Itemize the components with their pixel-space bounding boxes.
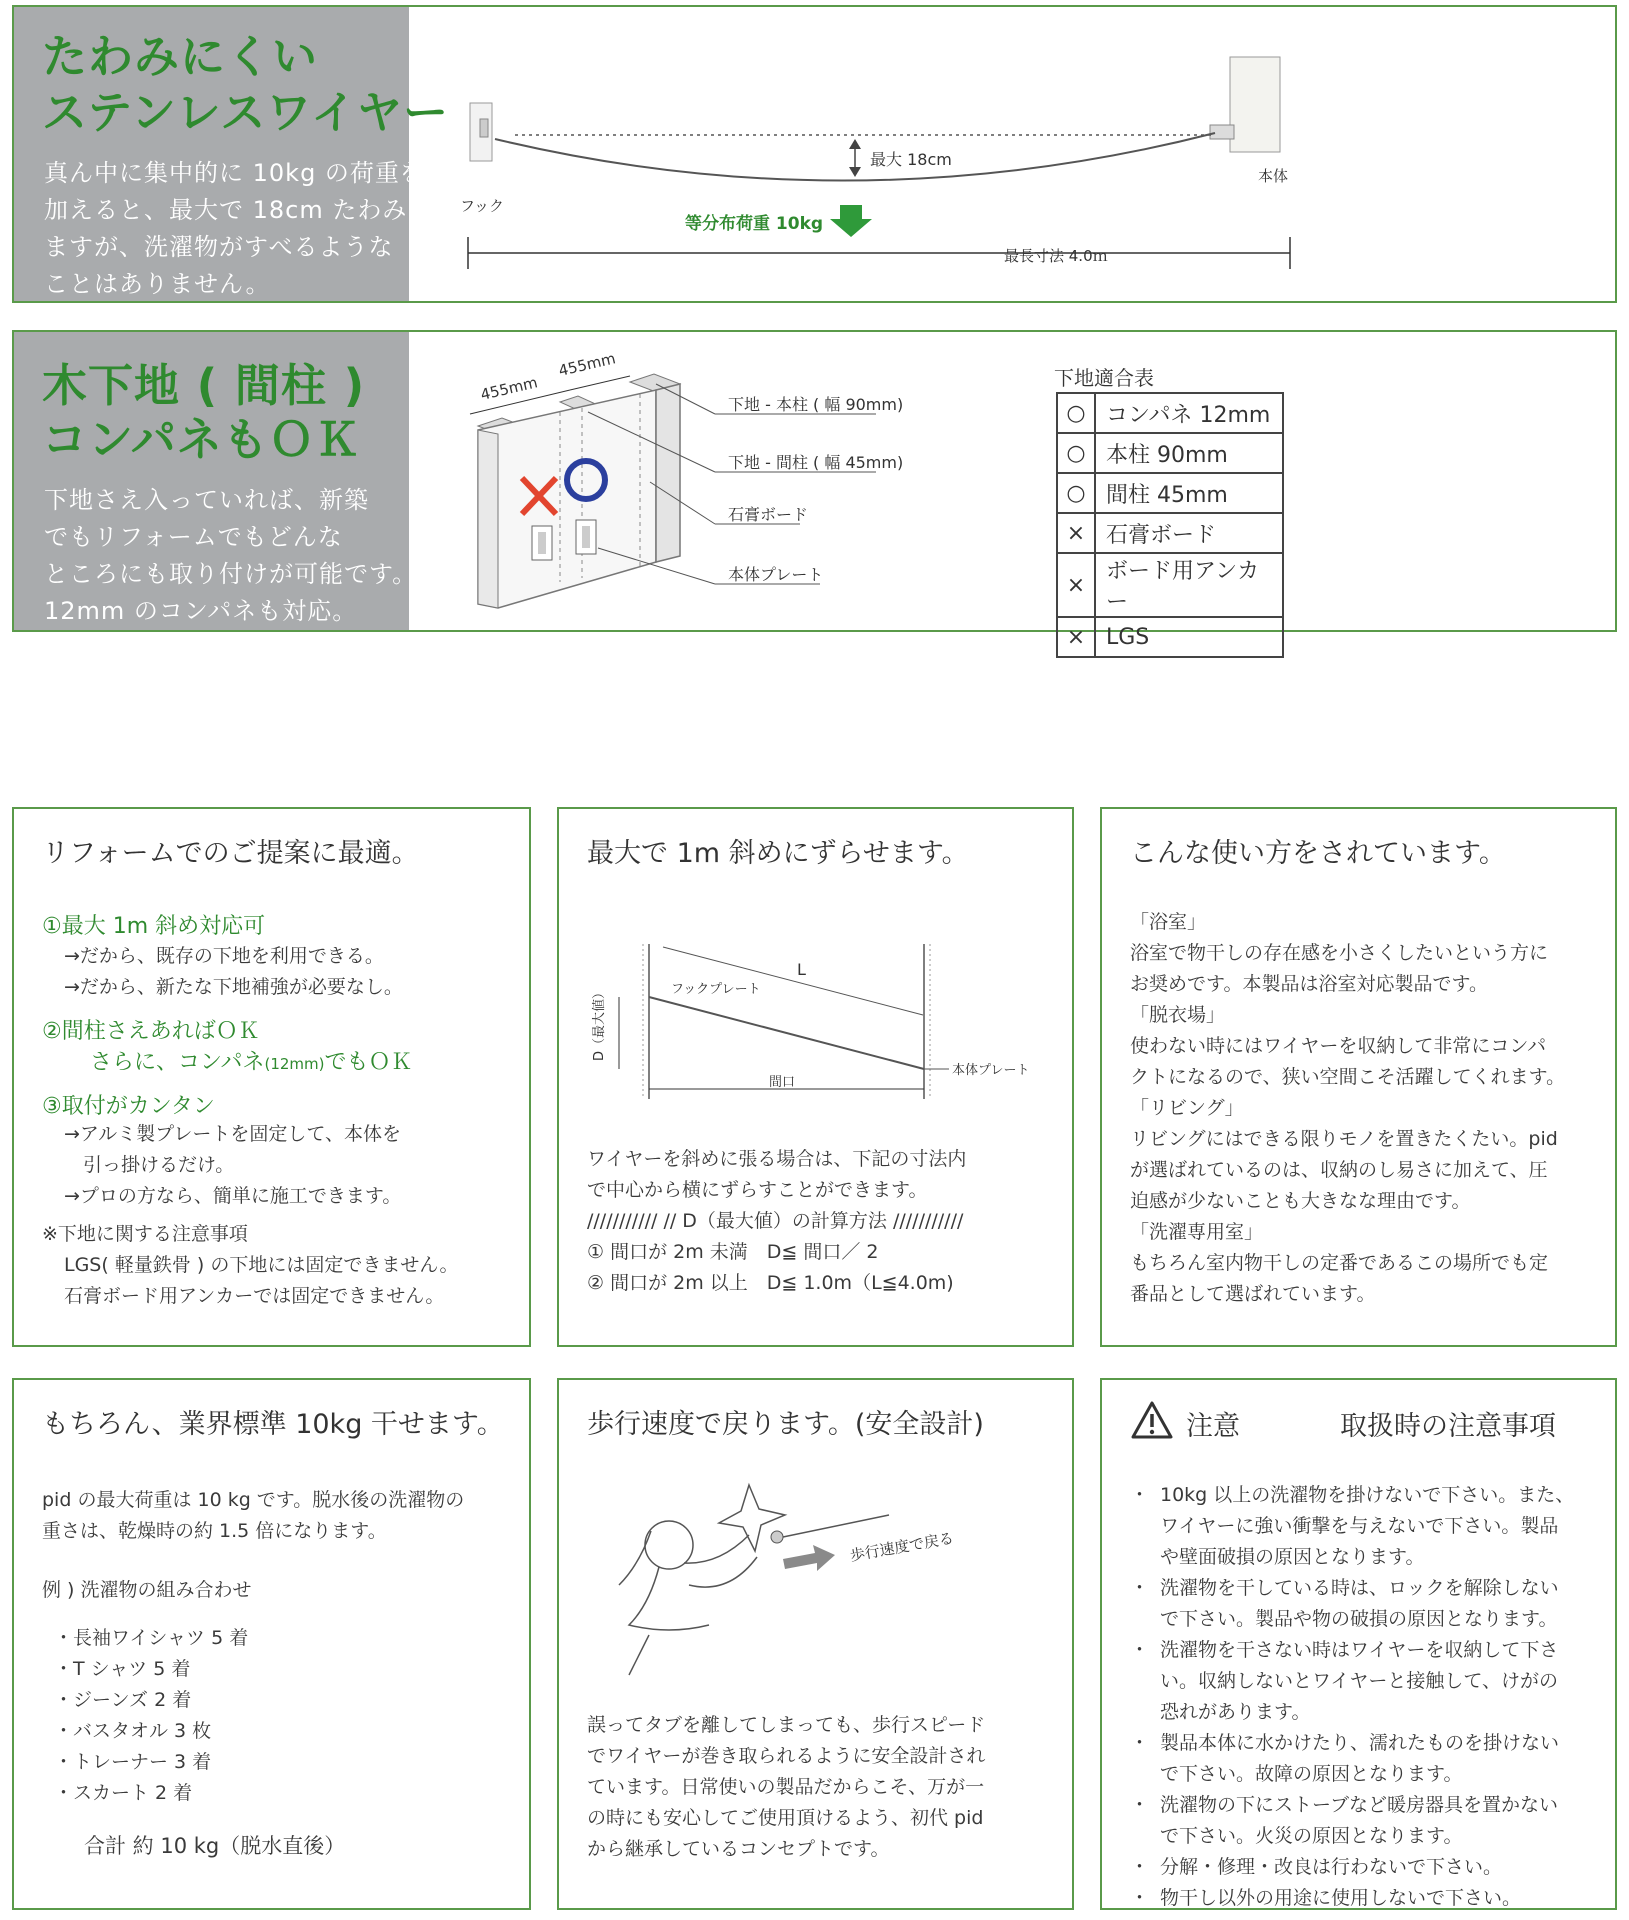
reform-note-head: ※下地に関する注意事項 <box>42 1223 248 1245</box>
table-row <box>1057 513 1283 553</box>
caution-line: 10kg 以上の洗濯物を掛けないで下さい。また、 <box>1160 1484 1575 1506</box>
load-label: 等分布荷重 10kg <box>685 214 824 234</box>
reform-sub-small: (12mm) <box>264 1055 325 1073</box>
reform-line: →アルミ製プレートを固定して、本体を <box>64 1123 402 1145</box>
usage-line: 「脱衣場」 <box>1130 1004 1226 1026</box>
label-main-post: 下地 - 本柱 ( 幅 90mm) <box>728 395 904 414</box>
compat-item: LGS <box>1095 617 1283 657</box>
load-items <box>54 1623 248 1809</box>
caution-line: で下さい。火災の原因となります。 <box>1160 1825 1463 1847</box>
compat-item: 本柱 90mm <box>1095 433 1283 473</box>
wire-panel <box>14 7 450 301</box>
safety-fig-label: 歩行速度で戻る <box>848 1528 956 1565</box>
diagonal-text <box>587 1144 966 1299</box>
safety-line: ています。日常使いの製品だからこそ、万が一 <box>587 1776 985 1798</box>
diagonal-box <box>557 807 1074 1347</box>
substrate-desc-line: でもリフォームでもどんな <box>44 523 343 551</box>
diagonal-wire <box>649 997 924 1069</box>
sag-label: 最大 18cm <box>870 150 952 169</box>
compat-table-title: 下地適合表 <box>1054 366 1154 390</box>
compat-mark: × <box>1057 553 1095 617</box>
compat-mark: ○ <box>1057 473 1095 513</box>
safety-title: 歩行速度で戻ります。(安全設計) <box>587 1409 984 1440</box>
D-label: D（最大値） <box>592 985 607 1061</box>
list-item <box>1130 1480 1574 1573</box>
list-item <box>1130 1635 1574 1728</box>
return-arrow-icon <box>783 1545 835 1571</box>
diagonal-line: ② 間口が 2m 以上 D≦ 1.0m（L≦4.0m) <box>587 1272 954 1294</box>
caution-line: 恐れがあります。 <box>1160 1701 1311 1723</box>
load-title: もちろん、業界標準 10kg 干せます。 <box>42 1409 504 1440</box>
usage-line: 番品として選ばれています。 <box>1130 1283 1376 1305</box>
safety-line: の時にも安心してご使用頂けるよう、初代 pid <box>587 1807 984 1829</box>
reform-note-line: 石膏ボード用アンカーでは固定できません。 <box>64 1285 445 1307</box>
list-item: ・スカート 2 着 <box>54 1782 193 1804</box>
load-example-head: 例 ) 洗濯物の組み合わせ <box>42 1579 252 1601</box>
safety-line: でワイヤーが巻き取られるように安全設計され <box>587 1745 986 1767</box>
usage-line: リビングにはできる限りモノを置きたくたい。pid <box>1130 1128 1558 1150</box>
safety-box <box>557 1378 1074 1910</box>
bullet-mark: ・ <box>1130 1887 1150 1909</box>
bullet-mark: ・ <box>1130 1484 1150 1506</box>
list-item <box>1130 1852 1574 1883</box>
compat-item: 石膏ボード <box>1095 513 1283 553</box>
caution-box <box>1100 1378 1617 1910</box>
usage-title: こんな使い方をされています。 <box>1130 838 1506 869</box>
warning-icon <box>1130 1400 1174 1440</box>
list-item: ・ジーンズ 2 着 <box>54 1689 192 1711</box>
substrate-title-line1: 木下地 ( 間柱 ) <box>42 359 366 412</box>
wall-diagram <box>410 332 970 630</box>
reform-line: →プロの方なら、簡単に施工できます。 <box>64 1185 402 1207</box>
hook-label: フック <box>460 197 504 215</box>
substrate-desc <box>44 482 417 630</box>
wire-desc-line: ますが、洗濯物がすべるような <box>44 233 394 261</box>
caution-line: 洗濯物の下にストーブなど暖房器具を置かない <box>1160 1794 1559 1816</box>
caution-line: 製品本体に水かけたり、濡れたものを掛けない <box>1160 1732 1560 1754</box>
usage-line: もちろん室内物干しの定番であるこの場所でも定 <box>1130 1252 1549 1274</box>
bullet-mark: ・ <box>1130 1639 1150 1661</box>
body-plate-label: 本体プレート <box>952 1063 1030 1078</box>
usage-box <box>1100 807 1617 1347</box>
wire-desc <box>44 155 425 303</box>
list-item <box>1130 1790 1574 1852</box>
usage-line: お奨めです。本製品は浴室対応製品です。 <box>1130 973 1488 995</box>
table-row <box>1057 553 1283 617</box>
caution-line: で下さい。製品や物の破損の原因となります。 <box>1160 1608 1558 1630</box>
load-box <box>12 1378 531 1910</box>
compat-mark: ○ <box>1057 393 1095 433</box>
reform-point-1: ①最大 1m 斜め対応可 <box>42 914 266 939</box>
caution-subtitle: 取扱時の注意事項 <box>1340 1411 1556 1442</box>
reform-box <box>12 807 531 1347</box>
caution-title: 注意 <box>1186 1411 1240 1442</box>
label-plate: 本体プレート <box>728 565 824 584</box>
L-label: L <box>797 960 806 979</box>
usage-line: が選ばれているのは、収納のし易さに加えて、圧 <box>1130 1159 1548 1181</box>
load-intro-line: 重さは、乾燥時の約 1.5 倍になります。 <box>42 1520 387 1542</box>
diagonal-line: ワイヤーを斜めに張る場合は、下記の寸法内 <box>587 1148 967 1170</box>
caution-line: 洗濯物を干さない時はワイヤーを収納して下さ <box>1160 1639 1559 1661</box>
table-row <box>1057 433 1283 473</box>
caution-line: や壁面破損の原因となります。 <box>1160 1546 1425 1568</box>
body-label: 本体 <box>1258 167 1289 185</box>
reform-line: 引っ掛けるだけ。 <box>64 1154 235 1176</box>
reform-line: →だから、新たな下地補強が必要なし。 <box>64 976 403 998</box>
reform-line: →だから、既存の下地を利用できる。 <box>64 945 384 967</box>
substrate-desc-line: 下地さえ入っていれば、新築 <box>44 486 369 514</box>
diagonal-figure <box>579 929 1049 1129</box>
table-row <box>1057 473 1283 513</box>
compat-mark: ○ <box>1057 433 1095 473</box>
dim-label-2: 455mm <box>556 349 618 380</box>
usage-line: 「浴室」 <box>1130 911 1207 933</box>
wire-desc-line: 真ん中に集中的に 10kg の荷重を <box>44 159 425 187</box>
caution-list <box>1130 1480 1574 1914</box>
substrate-title-line2: コンパネもＯＫ <box>42 413 361 466</box>
wire-sag-diagram <box>410 7 1615 301</box>
load-intro-line: pid の最大荷重は 10 kg です。脱水後の洗濯物の <box>42 1489 465 1511</box>
diagonal-title: 最大で 1m 斜めにずらせます。 <box>587 838 969 869</box>
caution-line: い。収納しないとワイヤーと接触して、けがの <box>1160 1670 1559 1692</box>
hook-plate-label: フックプレート <box>671 982 761 997</box>
bullet-mark: ・ <box>1130 1856 1150 1878</box>
length-label: 最長寸法 4.0ｍ <box>1004 247 1108 265</box>
caution-line: で下さい。故障の原因となります。 <box>1160 1763 1463 1785</box>
section-substrate <box>12 330 1617 650</box>
safety-line: から継承しているコンセプトです。 <box>587 1838 890 1860</box>
usage-line: 浴室で物干しの存在感を小さくしたいという方に <box>1130 942 1549 964</box>
compat-item: コンパネ 12mm <box>1095 393 1283 433</box>
caution-line: ワイヤーに強い衝撃を与えないで下さい。製品 <box>1160 1515 1559 1537</box>
wire-desc-line: 加えると、最大で 18cm たわみ <box>44 196 408 224</box>
substrate-desc-line: 12mm のコンパネも対応。 <box>44 597 358 625</box>
reform-sub-b: でもＯＫ <box>324 1050 413 1075</box>
compat-item: ボード用アンカー <box>1095 553 1283 617</box>
table-row <box>1057 617 1283 657</box>
usage-line: 「洗濯専用室」 <box>1130 1221 1264 1243</box>
compat-table <box>1056 392 1284 658</box>
reform-point-2-sub <box>90 1045 413 1076</box>
section-wire <box>12 5 1617 303</box>
bullet-mark: ・ <box>1130 1794 1150 1816</box>
dim-label-1: 455mm <box>478 373 540 404</box>
safety-figure <box>589 1475 1009 1685</box>
compat-mark: × <box>1057 513 1095 553</box>
down-arrow-icon <box>830 205 872 237</box>
diagonal-line: ① 間口が 2m 未満 D≦ 間口／ 2 <box>587 1241 879 1263</box>
safety-line: 誤ってタブを離してしまっても、歩行スピード <box>587 1714 986 1736</box>
list-item: ・バスタオル 3 枚 <box>54 1720 212 1742</box>
reform-point-3: ③取付がカンタン <box>42 1094 215 1119</box>
bullet-mark: ・ <box>1130 1732 1150 1754</box>
label-stud: 下地 - 間柱 ( 幅 45mm) <box>728 453 904 472</box>
caution-line: 物干し以外の用途に使用しないで下さい。 <box>1160 1887 1522 1909</box>
table-row <box>1057 393 1283 433</box>
usage-line: 使わない時にはワイヤーを収納して非常にコンパ <box>1130 1035 1547 1057</box>
usage-line: 迫感が少ないことも大きなな理由です。 <box>1130 1190 1471 1212</box>
body-unit <box>1230 57 1280 152</box>
usage-text <box>1130 907 1565 1310</box>
usage-line: クトになるので、狭い空間こそ活躍してくれます。 <box>1130 1066 1566 1088</box>
list-item: ・トレーナー 3 着 <box>54 1751 212 1773</box>
list-item <box>1130 1728 1574 1790</box>
caution-line: 分解・修理・改良は行わないで下さい。 <box>1160 1856 1503 1878</box>
compat-item: 間柱 45mm <box>1095 473 1283 513</box>
caution-line: 洗濯物を干している時は、ロックを解除しない <box>1160 1577 1559 1599</box>
list-item: ・T シャツ 5 着 <box>54 1658 191 1680</box>
usage-line: 「リビング」 <box>1130 1097 1244 1119</box>
substrate-desc-line: ところにも取り付けが可能です。 <box>44 560 418 588</box>
list-item: ・長袖ワイシャツ 5 着 <box>54 1627 249 1649</box>
list-item <box>1130 1573 1574 1635</box>
safety-text <box>587 1710 985 1865</box>
list-item <box>1130 1883 1574 1914</box>
substrate-panel <box>14 332 418 630</box>
reform-title: リフォームでのご提案に最適。 <box>42 838 419 869</box>
wire-desc-line: ことはありません。 <box>44 270 271 298</box>
compat-mark: × <box>1057 617 1095 657</box>
wire-title-line2: ステンレスワイヤー <box>42 86 450 139</box>
reform-note-line: LGS( 軽量鉄骨 ) の下地には固定できません。 <box>64 1254 459 1276</box>
span-label: 間口 <box>769 1075 796 1090</box>
reform-sub-a: さらに、コンパネ <box>90 1050 265 1075</box>
wire-title-line1: たわみにくい <box>42 30 319 83</box>
load-total: 合計 約 10 kg（脱水直後） <box>84 1834 346 1858</box>
reform-point-2: ②間柱さえあればＯＫ <box>42 1019 260 1044</box>
bullet-mark: ・ <box>1130 1577 1150 1599</box>
diagonal-line: /////////// // D（最大値）の計算方法 /////////// <box>587 1210 964 1232</box>
diagonal-line: で中心から横にずらすことができます。 <box>587 1179 928 1201</box>
label-gypsum: 石膏ボード <box>728 505 809 524</box>
